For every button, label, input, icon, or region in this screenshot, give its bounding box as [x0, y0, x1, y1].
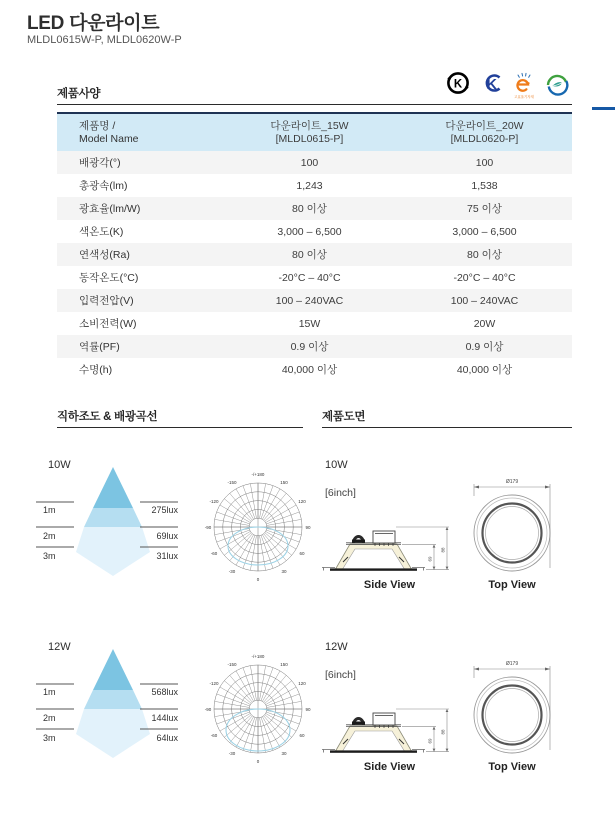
- polar-angle-label: 30: [281, 751, 287, 756]
- eco-label-mark-icon: [544, 70, 570, 100]
- polar-angle-label: 0: [256, 577, 260, 582]
- table-row: 연색성(Ra) 80 이상 80 이상: [57, 243, 572, 266]
- polar-angle-label: -150: [227, 662, 237, 667]
- drawing-size-label: [6inch]: [325, 669, 356, 681]
- polar-angle-label: 60: [299, 733, 305, 738]
- lux-value: 69lux: [156, 531, 178, 541]
- polar-distribution-chart-10w: [202, 464, 314, 590]
- spec-section-title: 제품사양: [57, 88, 101, 100]
- photometry-wattage-label: 12W: [48, 641, 71, 653]
- table-row: 역률(PF) 0.9 이상 0.9 이상: [57, 335, 572, 358]
- side-view-label: Side View: [363, 761, 416, 773]
- spec-table-header-row: [57, 114, 572, 151]
- polar-angle-label: -150: [227, 480, 237, 485]
- page-title: LED 다운라이트: [27, 13, 160, 34]
- distance-label: 2m: [43, 531, 56, 541]
- high-efficiency-mark-icon: [511, 70, 537, 100]
- svg-text:K: K: [486, 77, 496, 93]
- inner-height-dimension: 69: [427, 738, 433, 744]
- polar-angle-label: -/+180: [251, 654, 265, 659]
- polar-angle-label: 90: [305, 707, 311, 712]
- table-row: 배광각(°) 100 100: [57, 151, 572, 174]
- drawing-section-title: 제품도면: [322, 411, 366, 423]
- kc-mark-icon: [478, 70, 504, 100]
- distance-label: 3m: [43, 551, 56, 561]
- polar-angle-label: 60: [299, 551, 305, 556]
- table-row: 입력전압(V) 100 – 240VAC 100 – 240VAC: [57, 289, 572, 312]
- photometry-section-header: [57, 407, 303, 428]
- table-row: 색온도(K) 3,000 – 6,500 3,000 – 6,500: [79, 225, 517, 238]
- photometry-section-title: 직하조도 & 배광곡선: [57, 411, 158, 423]
- drawing-wattage-label: 12W: [325, 641, 348, 653]
- polar-angle-label: -90: [204, 525, 212, 530]
- page-edge-tab: [592, 107, 615, 110]
- lux-value: 568lux: [151, 687, 178, 697]
- header-model-20w: 다운라이트_20W [MLDL0620-P]: [445, 119, 524, 145]
- drawing-wattage-label: 10W: [325, 459, 348, 471]
- distance-label: 3m: [43, 733, 56, 743]
- polar-angle-label: 90: [305, 525, 311, 530]
- side-view-drawing-10w: [322, 516, 457, 578]
- model-numbers: MLDL0615W-P, MLDL0620W-P: [27, 34, 182, 46]
- polar-angle-label: 0: [256, 759, 260, 764]
- inner-height-dimension: 69: [427, 556, 433, 562]
- illuminance-cone-10w: [30, 458, 190, 586]
- header-model-15w: 다운라이트_15W [MLDL0615-P]: [270, 119, 349, 145]
- outer-height-dimension: 88: [440, 547, 446, 553]
- diameter-dimension: Ø179: [505, 661, 519, 667]
- spec-table: [57, 112, 572, 381]
- polar-angle-label: 30: [281, 569, 287, 574]
- top-view-label: Top View: [488, 579, 536, 591]
- side-view-drawing-12w: [322, 698, 457, 760]
- top-view-drawing-12w: [462, 656, 562, 756]
- table-row: 동작온도(°C) -20°C – 40°C -20°C – 40°C: [79, 271, 516, 284]
- table-row: 소비전력(W) 15W 20W: [79, 317, 496, 330]
- table-row: 총광속(lm) 1,243 1,538: [79, 179, 498, 192]
- top-view-label: Top View: [488, 761, 536, 773]
- polar-angle-label: -90: [204, 707, 212, 712]
- certification-icons: [445, 70, 575, 100]
- svg-text:K: K: [453, 78, 463, 91]
- polar-angle-label: -30: [228, 569, 236, 574]
- polar-angle-label: -120: [209, 499, 219, 504]
- ks-mark-icon: [445, 70, 471, 100]
- polar-angle-label: -120: [209, 681, 219, 686]
- lux-value: 144lux: [151, 713, 178, 723]
- lux-value: 64lux: [156, 733, 178, 743]
- lux-value: 275lux: [151, 505, 178, 515]
- polar-angle-label: 120: [298, 681, 306, 686]
- lux-value: 31lux: [156, 551, 178, 561]
- table-row: 수명(h) 40,000 이상 40,000 이상: [79, 364, 513, 376]
- polar-distribution-chart-12w: [202, 646, 314, 772]
- drawing-size-label: [6inch]: [325, 487, 356, 499]
- drawing-section-header: [322, 407, 572, 428]
- polar-angle-label: -/+180: [251, 472, 265, 477]
- polar-angle-label: 150: [280, 480, 288, 485]
- diameter-dimension: Ø179: [505, 479, 519, 485]
- high-efficiency-caption: 고효율기자재: [514, 95, 534, 99]
- header-model-name: 제품명 / Model Name: [79, 119, 139, 145]
- distance-label: 1m: [43, 505, 56, 515]
- top-view-drawing-10w: [462, 474, 562, 574]
- photometry-wattage-label: 10W: [48, 459, 71, 471]
- polar-angle-label: 120: [298, 499, 306, 504]
- polar-angle-label: 150: [280, 662, 288, 667]
- illuminance-cone-12w: [30, 640, 190, 768]
- side-view-label: Side View: [363, 579, 416, 591]
- polar-angle-label: -60: [210, 733, 218, 738]
- polar-angle-label: -30: [228, 751, 236, 756]
- distance-label: 1m: [43, 687, 56, 697]
- table-row: 광효율(lm/W) 80 이상 75 이상: [57, 197, 572, 220]
- distance-label: 2m: [43, 713, 56, 723]
- polar-angle-label: -60: [210, 551, 218, 556]
- outer-height-dimension: 88: [440, 729, 446, 735]
